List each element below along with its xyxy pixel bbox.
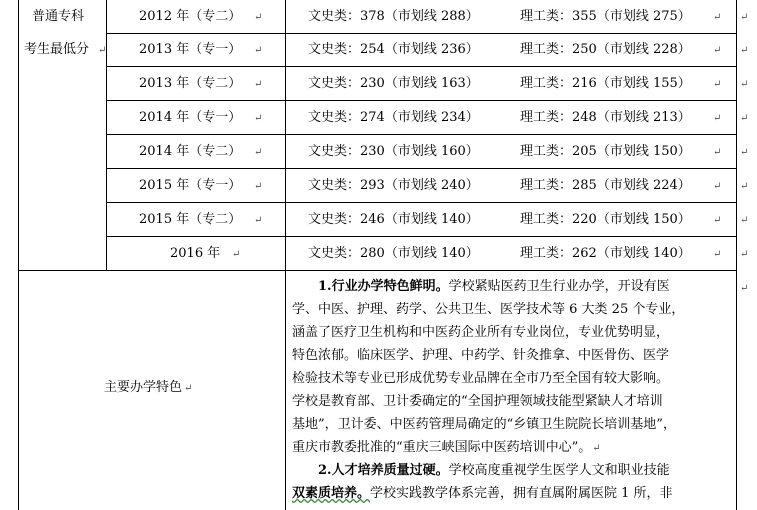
row-divider (106, 33, 737, 34)
paragraph-mark: ↵ (713, 249, 722, 260)
paragraph-mark: ↵ (254, 12, 263, 23)
row-end-mark: ↵ (740, 45, 749, 56)
ligong-cell: 理工类：355（市划线 275） (520, 9, 691, 24)
wenshi-cell: 文史类：378（市划线 288） (308, 9, 479, 24)
year-cell: 2016 年 (170, 246, 221, 261)
table-left-border (18, 0, 19, 510)
ligong-cell: 理工类：285（市划线 224） (520, 178, 691, 193)
row-divider (106, 66, 737, 67)
feature2-text: 学校高度重视学生医学人文和职业技能 (448, 463, 670, 478)
row-divider (106, 168, 737, 169)
paragraph-mark: ↵ (254, 181, 263, 192)
paragraph-mark: ↵ (184, 383, 193, 394)
features-para1-line1 (292, 275, 732, 298)
left-label-line2: 考生最低分 (24, 42, 90, 57)
feature2-emphasis: 双素质培养。 (292, 486, 371, 501)
wenshi-cell: 文史类：230（市划线 160） (308, 144, 479, 159)
wenshi-cell: 文史类：293（市划线 240） (308, 178, 479, 193)
ligong-cell: 理工类：216（市划线 155） (520, 76, 691, 91)
row-divider (106, 236, 737, 237)
year-cell: 2013 年（专一） (139, 42, 242, 57)
row-divider (106, 134, 737, 135)
features-para1-line4: 特色浓郁。临床医学、护理、中药学、针灸推拿、中医骨伤、医学 (292, 348, 670, 363)
row-end-mark: ↵ (740, 147, 749, 158)
feature2-text-cont: 学校实践教学体系完善，拥有直属附属医院 1 所，非 (370, 486, 673, 501)
paragraph-mark: ↵ (254, 79, 263, 90)
row-end-mark: ↵ (740, 181, 749, 192)
wenshi-cell: 文史类：280（市划线 140） (308, 246, 479, 261)
table-col-divider-2 (285, 0, 286, 510)
features-para1-line2: 学、中医、护理、药学、公共卫生、医学技术等 6 大类 25 个专业， (292, 302, 685, 317)
table-right-border (736, 0, 737, 510)
paragraph-mark: ↵ (98, 45, 107, 56)
paragraph-mark: ↵ (713, 113, 722, 124)
row-divider (106, 202, 737, 203)
year-cell: 2012 年（专二） (139, 9, 242, 24)
paragraph-mark: ↵ (254, 147, 263, 158)
features-para1-line5: 检验技术等专业已形成优势专业品牌在全市乃至全国有较大影响。 (292, 371, 670, 386)
features-para1-line7: 基地”，卫计委、中医药管理局确定的“乡镇卫生院院长培训基地”， (292, 417, 676, 432)
features-para2-line1 (292, 459, 732, 482)
row-divider (106, 100, 737, 101)
paragraph-mark: ↵ (254, 45, 263, 56)
table-col-divider-1 (106, 0, 107, 270)
wenshi-cell: 文史类：230（市划线 163） (308, 76, 479, 91)
features-para1-line3: 涵盖了医疗卫生机构和中医药企业所有专业岗位，专业优势明显， (292, 325, 670, 340)
ligong-cell: 理工类：248（市划线 213） (520, 110, 691, 125)
paragraph-mark: ↵ (713, 12, 722, 23)
year-cell: 2014 年（专一） (139, 110, 242, 125)
paragraph-mark: ↵ (232, 249, 241, 260)
paragraph-mark: ↵ (713, 215, 722, 226)
row-end-mark: ↵ (740, 79, 749, 90)
year-cell: 2015 年（专一） (139, 178, 242, 193)
paragraph-mark: ↵ (713, 147, 722, 158)
feature1-last-line: 重庆市教委批准的“重庆三峡国际中医药培训中心”。 (292, 440, 592, 455)
features-para1-line6: 学校是教育部、卫计委确定的“全国护理领域技能型紧缺人才培训 (292, 394, 663, 409)
year-cell: 2014 年（专二） (139, 144, 242, 159)
feature2-heading: 2.人才培养质量过硬。 (318, 463, 449, 478)
features-para2-line2 (292, 482, 732, 505)
ligong-cell: 理工类：220（市划线 150） (520, 212, 691, 227)
year-cell: 2015 年（专二） (139, 212, 242, 227)
row-end-mark: ↵ (740, 249, 749, 260)
wenshi-cell: 文史类：274（市划线 234） (308, 110, 479, 125)
wenshi-cell: 文史类：254（市划线 236） (308, 42, 479, 57)
ligong-cell: 理工类：205（市划线 150） (520, 144, 691, 159)
ligong-cell: 理工类：250（市划线 228） (520, 42, 691, 57)
row-divider-full (18, 270, 737, 271)
features-label: 主要办学特色 (104, 380, 183, 395)
paragraph-mark: ↵ (713, 79, 722, 90)
paragraph-mark: ↵ (713, 181, 722, 192)
ligong-cell: 理工类：262（市划线 140） (520, 246, 691, 261)
row-end-mark: ↵ (740, 283, 749, 294)
paragraph-mark: ↵ (592, 443, 601, 454)
paragraph-mark: ↵ (254, 215, 263, 226)
row-end-mark: ↵ (740, 113, 749, 124)
feature1-heading: 1.行业办学特色鲜明。 (318, 279, 449, 294)
row-end-mark: ↵ (740, 12, 749, 23)
left-label-line1: 普通专科 (32, 9, 85, 24)
feature1-text: 学校紧贴医药卫生行业办学，开设有医 (448, 279, 670, 294)
features-para1-line8 (292, 436, 732, 460)
paragraph-mark: ↵ (713, 45, 722, 56)
wenshi-cell: 文史类：246（市划线 140） (308, 212, 479, 227)
row-end-mark: ↵ (740, 215, 749, 226)
year-cell: 2013 年（专二） (139, 76, 242, 91)
paragraph-mark: ↵ (254, 113, 263, 124)
